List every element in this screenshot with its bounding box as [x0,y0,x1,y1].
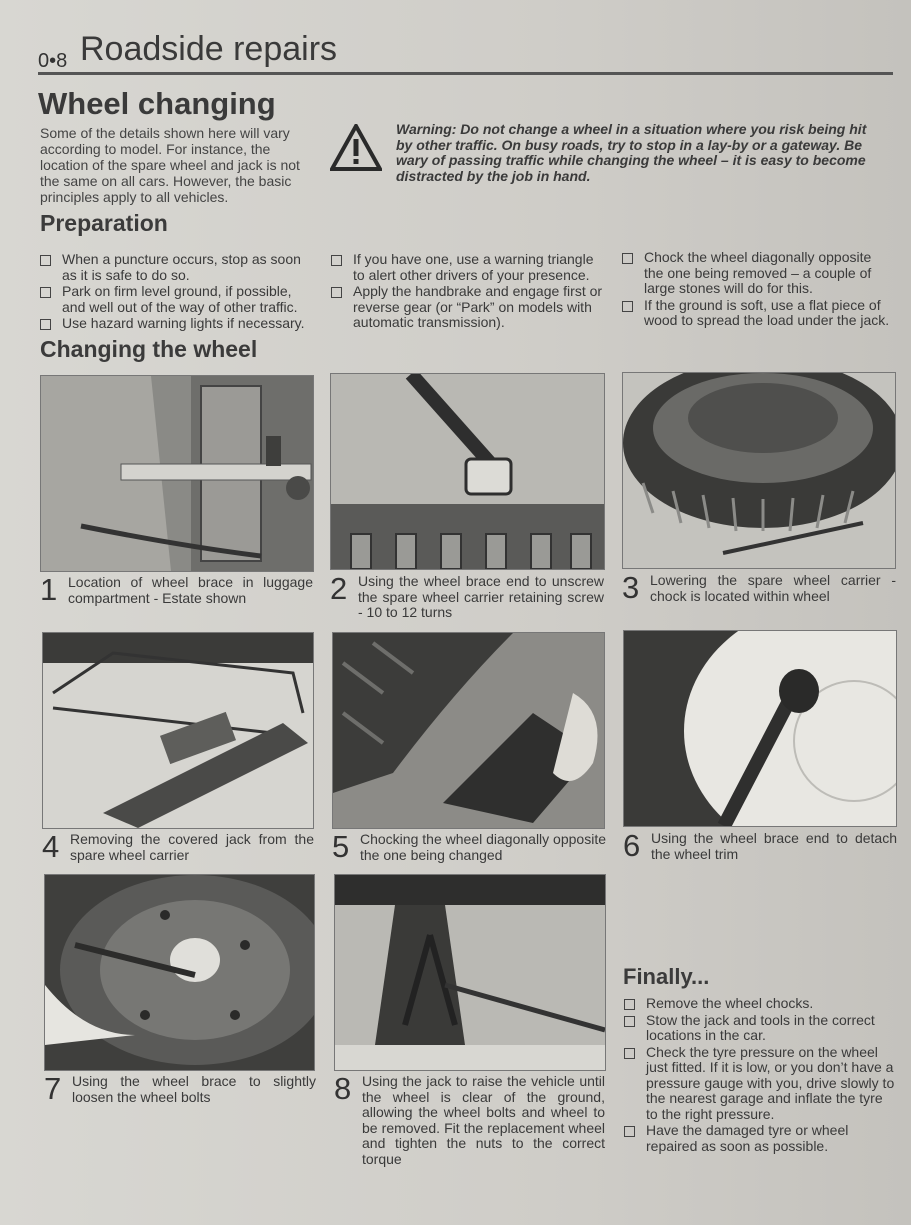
list-item: Chock the wheel diagonally opposite the one being removed – a couple of large stones will do for this. [620,250,890,297]
preparation-list-col3 [620,250,890,330]
photo-step-5 [332,632,605,829]
list-item: Check the tyre pressure on the wheel just fitted. If it is low, or you don’t have a pressure gauge with you, drive slowly to the nearest garage and inflate the tyre to the right pressure. [622,1045,897,1123]
checkbox-icon [331,287,342,298]
photo-step-3 [622,372,896,569]
list-item: Use hazard warning lights if necessary. [38,316,318,332]
header-rule [38,72,893,75]
step-number: 1 [40,572,58,607]
photo-step-1 [40,375,314,572]
changing-wheel-heading: Changing the wheel [40,336,258,362]
photo-step-2 [330,373,605,570]
checkbox-icon [624,999,635,1010]
step-text: Using the wheel brace end to unscrew the spare wheel carrier retaining screw - 10 to 12 turns [358,573,604,620]
photo-step-7 [44,874,315,1071]
checkbox-icon [622,301,633,312]
checkbox-icon [624,1016,635,1027]
main-heading: Wheel changing [38,86,276,121]
checkbox-icon [622,253,633,264]
step-number: 4 [42,829,60,864]
list-item: If you have one, use a warning triangle to alert other drivers of your presence. [329,252,604,283]
step-number: 7 [44,1071,62,1106]
finally-heading: Finally... [623,964,710,989]
step-number: 5 [332,829,350,864]
list-item: When a puncture occurs, stop as soon as it is safe to do so. [38,252,318,283]
step-number: 6 [623,828,641,863]
finally-list [622,996,897,1155]
photo-step-6 [623,630,897,827]
list-item: Have the damaged tyre or wheel repaired as soon as possible. [622,1123,897,1154]
step-text: Lowering the spare wheel carrier - chock is located within wheel [650,572,896,604]
checkbox-icon [40,319,51,330]
list-item: Apply the handbrake and engage first or reverse gear (or “Park” on models with automatic transmission). [329,284,604,331]
preparation-heading: Preparation [40,210,168,236]
step-text: Using the jack to raise the vehicle until the wheel is clear of the ground, allowing the wheel bolts and wheel to be removed. Fit the replacement wheel and tighten the nuts to the correct torque [362,1073,605,1167]
step-text: Using the wheel brace to slightly loosen the wheel bolts [72,1073,316,1105]
step-number: 2 [330,571,348,606]
list-item: Stow the jack and tools in the correct locations in the car. [622,1013,897,1044]
photo-step-4 [42,632,314,829]
checkbox-icon [624,1126,635,1137]
warning-text: Warning: Do not change a wheel in a situation where you risk being hit by other traffic. On busy roads, try to stop in a lay-by or a gateway. Be wary of passing traffic while changing the wheel – it is easy to become distracted by the job in hand. [396,121,867,184]
intro-paragraph: Some of the details shown here will vary according to model. For instance, the location of the spare wheel and jack is not the same on all cars. However, the basic principles apply to all vehicles. [40,125,300,205]
step-number: 3 [622,570,640,605]
list-item: Park on firm level ground, if possible, and well out of the way of other traffic. [38,284,318,315]
step-text: Chocking the wheel diagonally opposite the one being changed [360,831,606,863]
list-item: Remove the wheel chocks. [622,996,897,1012]
warning-triangle-icon [330,124,382,172]
checkbox-icon [40,255,51,266]
list-item: If the ground is soft, use a flat piece of wood to spread the load under the jack. [620,298,890,329]
preparation-list-col2 [329,252,604,332]
checkbox-icon [40,287,51,298]
section-title: Roadside repairs [80,30,338,68]
step-text: Using the wheel brace end to detach the wheel trim [651,830,897,862]
page-number: 0•8 [38,50,68,72]
step-text: Location of wheel brace in luggage compartment - Estate shown [68,574,313,606]
step-text: Removing the covered jack from the spare wheel carrier [70,831,314,863]
photo-step-8 [334,874,606,1071]
checkbox-icon [331,255,342,266]
checkbox-icon [624,1048,635,1059]
step-number: 8 [334,1071,352,1106]
preparation-list-col1 [38,252,318,333]
